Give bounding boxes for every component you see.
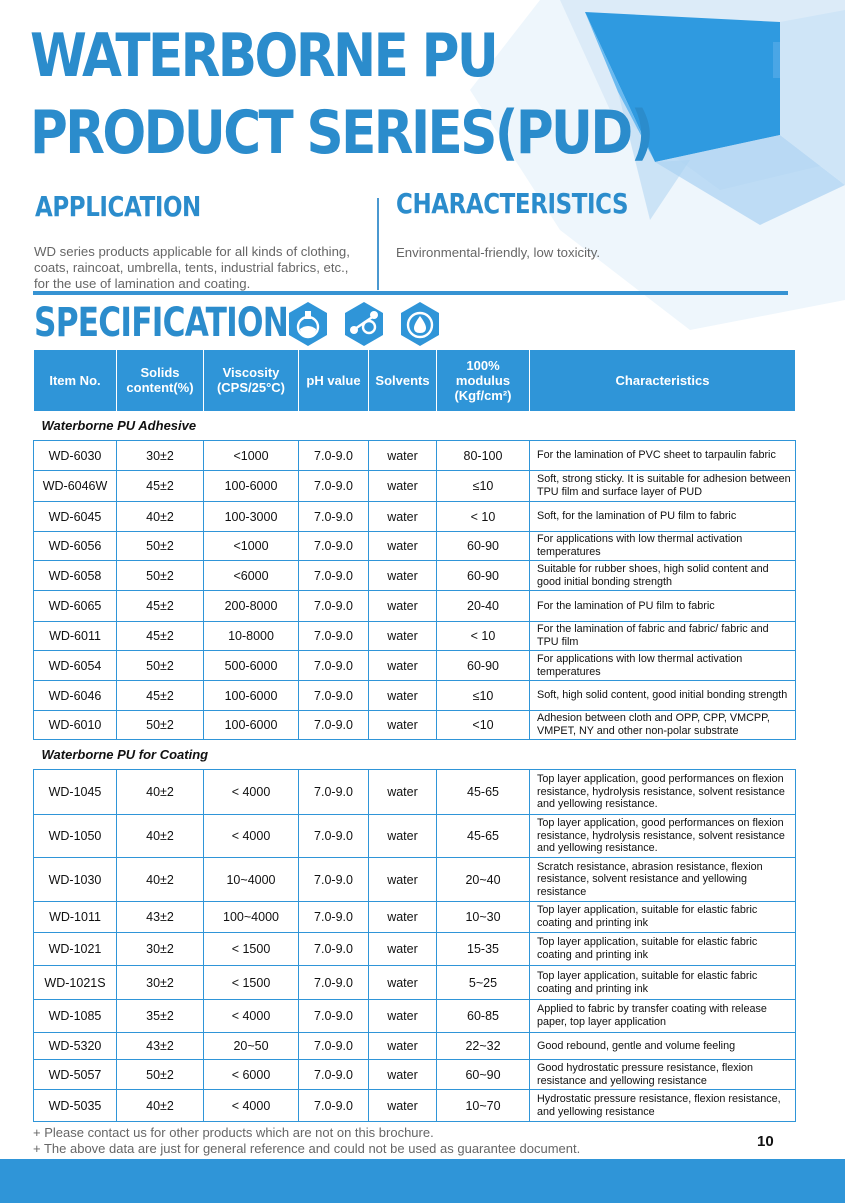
row-modulus: 20~40 [437,858,530,902]
row-ph: 7.0-9.0 [299,933,369,966]
page-title-line1: WATERBORNE PU [30,21,497,91]
row-solvent: water [369,711,437,740]
row-solvent: water [369,651,437,681]
row-characteristics: Top layer application, suitable for elastic fabric coating and printing ink [530,933,796,966]
row-viscosity: 100~4000 [204,902,299,933]
row-viscosity: 10~4000 [204,858,299,902]
footnote: + The above data are just for general reference and could not be used as guarantee document. [33,1141,581,1156]
row-characteristics: Suitable for rubber shoes, high solid content and good initial bonding strength [530,561,796,591]
row-characteristics: Good hydrostatic pressure resistance, flexion resistance and yellowing resistance [530,1060,796,1090]
characteristics-heading: CHARACTERISTICS [396,187,629,220]
row-item-no: WD-5057 [34,1060,117,1090]
table-group-row [34,411,796,441]
row-modulus: < 10 [437,502,530,532]
row-characteristics: Soft, strong sticky. It is suitable for adhesion between TPU film and surface layer of PUD [530,471,796,502]
table-row [34,591,796,622]
row-modulus: 60-85 [437,1000,530,1033]
row-solids: 45±2 [117,622,204,651]
row-viscosity: <6000 [204,561,299,591]
row-solvent: water [369,441,437,471]
row-item-no: WD-6054 [34,651,117,681]
row-solvent: water [369,966,437,1000]
table-row [34,858,796,902]
row-ph: 7.0-9.0 [299,1000,369,1033]
row-ph: 7.0-9.0 [299,532,369,561]
row-solids: 40±2 [117,815,204,858]
row-solids: 40±2 [117,502,204,532]
row-solids: 50±2 [117,561,204,591]
table-row [34,561,796,591]
header-solids: Solids content(%) [117,350,204,411]
row-ph: 7.0-9.0 [299,858,369,902]
row-ph: 7.0-9.0 [299,1033,369,1060]
row-modulus: ≤10 [437,681,530,711]
row-solids: 40±2 [117,858,204,902]
table-row [34,1090,796,1122]
row-solvent: water [369,681,437,711]
specification-table-wrap [33,350,795,1122]
row-modulus: 60-90 [437,651,530,681]
row-ph: 7.0-9.0 [299,471,369,502]
row-item-no: WD-1021 [34,933,117,966]
row-solids: 43±2 [117,902,204,933]
table-row [34,1060,796,1090]
row-solids: 30±2 [117,441,204,471]
row-characteristics: For the lamination of fabric and fabric/ fabric and TPU film [530,622,796,651]
row-solvent: water [369,561,437,591]
table-row [34,532,796,561]
row-viscosity: 100-6000 [204,681,299,711]
row-ph: 7.0-9.0 [299,441,369,471]
table-row [34,711,796,740]
row-item-no: WD-6056 [34,532,117,561]
application-text: WD series products applicable for all kinds of clothing, coats, raincoat, umbrella, tents, industrial fabrics, etc., for the use of lamination and coating. [34,244,350,292]
row-solvent: water [369,532,437,561]
row-viscosity: 100-6000 [204,711,299,740]
row-ph: 7.0-9.0 [299,622,369,651]
row-item-no: WD-5035 [34,1090,117,1122]
characteristics-text: Environmental-friendly, low toxicity. [396,245,600,261]
table-group-row [34,740,796,770]
row-characteristics: Good rebound, gentle and volume feeling [530,1033,796,1060]
row-solvent: water [369,815,437,858]
table-row [34,770,796,815]
row-item-no: WD-1030 [34,858,117,902]
row-viscosity: < 1500 [204,966,299,1000]
row-modulus: 15-35 [437,933,530,966]
row-solvent: water [369,622,437,651]
row-characteristics: Top layer application, suitable for elastic fabric coating and printing ink [530,966,796,1000]
table-row [34,1033,796,1060]
footnote: + Please contact us for other products which are not on this brochure. [33,1125,434,1140]
row-modulus: <10 [437,711,530,740]
row-modulus: 60~90 [437,1060,530,1090]
row-solvent: water [369,591,437,622]
row-viscosity: < 4000 [204,1000,299,1033]
row-modulus: ≤10 [437,471,530,502]
table-row [34,1000,796,1033]
table-row [34,933,796,966]
table-row [34,681,796,711]
header-item-no: Item No. [34,350,117,411]
row-item-no: WD-1050 [34,815,117,858]
row-solids: 45±2 [117,471,204,502]
page-title-line2: PRODUCT SERIES(PUD) [30,98,652,168]
table-row [34,902,796,933]
row-item-no: WD-6010 [34,711,117,740]
row-item-no: WD-6065 [34,591,117,622]
table-header-row [34,350,796,411]
specification-heading: SPECIFICATION [34,300,289,346]
row-modulus: 45-65 [437,815,530,858]
table-row [34,651,796,681]
row-item-no: WD-6011 [34,622,117,651]
water-drop-icon [397,301,443,347]
row-ph: 7.0-9.0 [299,1060,369,1090]
row-solids: 43±2 [117,1033,204,1060]
row-solvent: water [369,1000,437,1033]
row-viscosity: 10-8000 [204,622,299,651]
row-characteristics: Top layer application, good performances on flexion resistance, hydrolysis resistance, solvent resistance and yellowing resistance. [530,815,796,858]
table-group-title: Waterborne PU Adhesive [34,411,796,441]
row-solids: 35±2 [117,1000,204,1033]
row-solvent: water [369,1060,437,1090]
flask-icon [285,301,331,347]
header-viscosity: Viscosity (CPS/25°C) [204,350,299,411]
row-item-no: WD-5320 [34,1033,117,1060]
row-viscosity: <1000 [204,532,299,561]
row-ph: 7.0-9.0 [299,770,369,815]
row-item-no: WD-1045 [34,770,117,815]
footnotes [33,1125,580,1157]
row-solids: 50±2 [117,532,204,561]
row-item-no: WD-6030 [34,441,117,471]
specification-table [33,350,796,1122]
row-characteristics: Scratch resistance, abrasion resistance, flexion resistance, solvent resistance and yellowing resistance [530,858,796,902]
footer-bar [0,1159,845,1203]
row-viscosity: 100-3000 [204,502,299,532]
row-item-no: WD-6058 [34,561,117,591]
row-solids: 40±2 [117,770,204,815]
row-characteristics: Top layer application, good performances on flexion resistance, hydrolysis resistance, solvent resistance and yellowing resistance. [530,770,796,815]
row-ph: 7.0-9.0 [299,966,369,1000]
row-item-no: WD-6045 [34,502,117,532]
row-solids: 45±2 [117,591,204,622]
table-body [34,411,796,1122]
row-viscosity: 100-6000 [204,471,299,502]
row-viscosity: 500-6000 [204,651,299,681]
page-title [30,18,652,172]
row-solids: 30±2 [117,966,204,1000]
table-row [34,622,796,651]
row-ph: 7.0-9.0 [299,902,369,933]
row-ph: 7.0-9.0 [299,815,369,858]
row-item-no: WD-1085 [34,1000,117,1033]
page-number: 10 [757,1133,774,1150]
table-row [34,471,796,502]
row-solids: 30±2 [117,933,204,966]
row-solvent: water [369,471,437,502]
row-characteristics: For applications with low thermal activation temperatures [530,651,796,681]
row-ph: 7.0-9.0 [299,651,369,681]
row-modulus: 80-100 [437,441,530,471]
row-modulus: 5~25 [437,966,530,1000]
molecule-icon [341,301,387,347]
table-row [34,815,796,858]
row-characteristics: Hydrostatic pressure resistance, flexion resistance, and yellowing resistance [530,1090,796,1122]
table-group-title: Waterborne PU for Coating [34,740,796,770]
row-modulus: 60-90 [437,532,530,561]
header-ph: pH value [299,350,369,411]
header-characteristics: Characteristics [530,350,796,411]
row-solvent: water [369,933,437,966]
row-characteristics: For the lamination of PU film to fabric [530,591,796,622]
row-solvent: water [369,1090,437,1122]
row-viscosity: < 6000 [204,1060,299,1090]
row-characteristics: Applied to fabric by transfer coating with release paper, top layer application [530,1000,796,1033]
table-row [34,441,796,471]
row-ph: 7.0-9.0 [299,502,369,532]
row-ph: 7.0-9.0 [299,711,369,740]
horizontal-rule [33,291,788,295]
row-ph: 7.0-9.0 [299,591,369,622]
row-viscosity: < 4000 [204,815,299,858]
row-characteristics: For the lamination of PVC sheet to tarpaulin fabric [530,441,796,471]
header-solvents: Solvents [369,350,437,411]
row-modulus: < 10 [437,622,530,651]
row-solvent: water [369,858,437,902]
row-solids: 45±2 [117,681,204,711]
row-characteristics: Soft, high solid content, good initial bonding strength [530,681,796,711]
row-solvent: water [369,1033,437,1060]
row-solids: 40±2 [117,1090,204,1122]
row-viscosity: <1000 [204,441,299,471]
row-solids: 50±2 [117,651,204,681]
row-solvent: water [369,902,437,933]
row-item-no: WD-1021S [34,966,117,1000]
row-solvent: water [369,502,437,532]
row-modulus: 60-90 [437,561,530,591]
row-viscosity: 20~50 [204,1033,299,1060]
table-row [34,502,796,532]
row-item-no: WD-1011 [34,902,117,933]
header-modulus: 100% modulus (Kgf/cm²) [437,350,530,411]
row-characteristics: For applications with low thermal activation temperatures [530,532,796,561]
row-solids: 50±2 [117,1060,204,1090]
row-modulus: 20-40 [437,591,530,622]
row-modulus: 45-65 [437,770,530,815]
application-heading: APPLICATION [35,190,201,223]
row-viscosity: < 4000 [204,1090,299,1122]
row-item-no: WD-6046W [34,471,117,502]
row-viscosity: < 1500 [204,933,299,966]
table-row [34,966,796,1000]
row-ph: 7.0-9.0 [299,561,369,591]
row-item-no: WD-6046 [34,681,117,711]
row-modulus: 10~70 [437,1090,530,1122]
row-viscosity: 200-8000 [204,591,299,622]
row-characteristics: Soft, for the lamination of PU film to fabric [530,502,796,532]
row-ph: 7.0-9.0 [299,681,369,711]
row-ph: 7.0-9.0 [299,1090,369,1122]
row-solids: 50±2 [117,711,204,740]
row-characteristics: Adhesion between cloth and OPP, CPP, VMCPP, VMPET, NY and other non-polar substrate [530,711,796,740]
row-modulus: 10~30 [437,902,530,933]
row-viscosity: < 4000 [204,770,299,815]
row-modulus: 22~32 [437,1033,530,1060]
row-characteristics: Top layer application, suitable for elastic fabric coating and printing ink [530,902,796,933]
row-solvent: water [369,770,437,815]
section-divider [377,198,379,290]
